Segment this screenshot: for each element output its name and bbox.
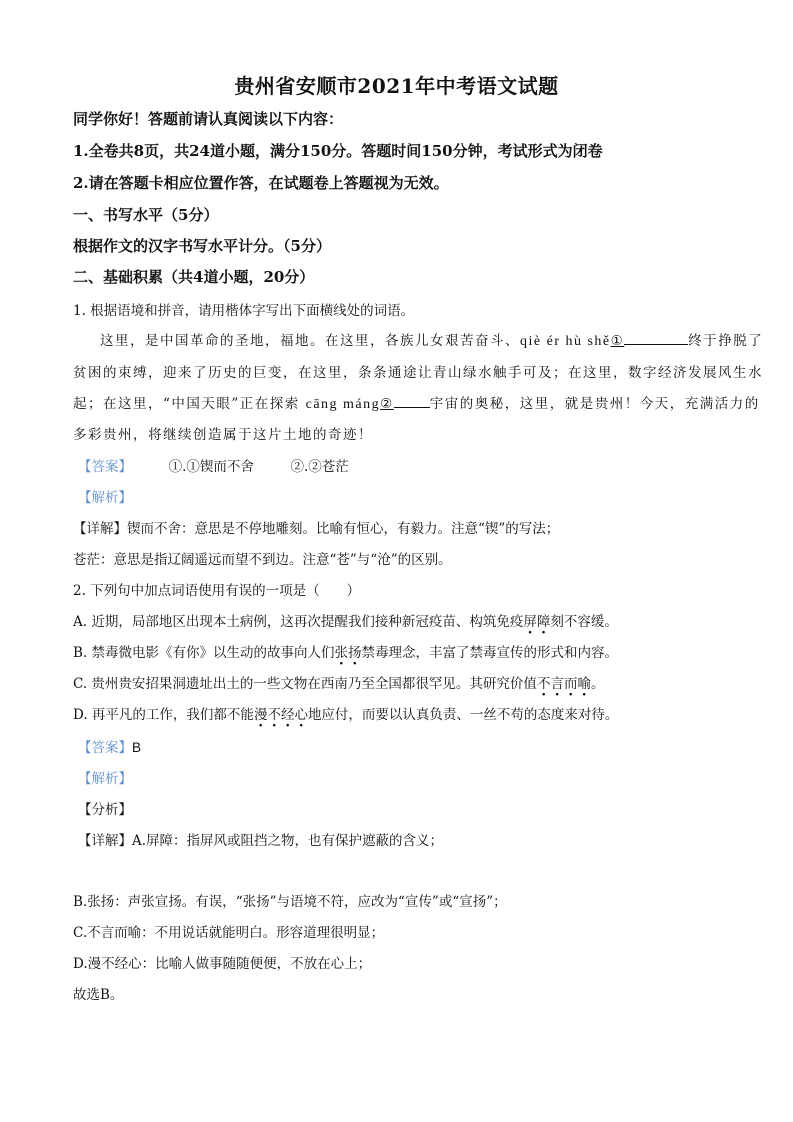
q2-option-c[interactable] xyxy=(73,672,604,692)
q2-option-b[interactable] xyxy=(73,641,618,661)
dotted-word: 漫不经心 xyxy=(253,707,308,723)
section1-text: 根据作文的汉字书写水平计分。（5分） xyxy=(73,237,331,255)
pinyin-1: qiè ér hù shě xyxy=(520,334,611,349)
q2-conclusion: 故选B。 xyxy=(73,987,124,1003)
blank-marker-2: ② xyxy=(380,396,394,412)
answer-2: ②.②苍茫 xyxy=(290,459,349,475)
option-text: C. 贵州贵安招果洞遗址出土的一些文物在西南乃至全国都很罕见。其研究价值 xyxy=(73,676,537,692)
answer-value: B xyxy=(132,740,142,755)
option-text: D. 再平凡的工作，我们都不能 xyxy=(73,707,254,723)
q1-answer-row xyxy=(78,455,349,475)
q2-prompt: 2. 下列句中加点词语使用有误的一项是（ ） xyxy=(73,583,361,599)
intro-rule-1: 1.全卷共8页，共24道小题，满分150分。答题时间150分钟，考试形式为闭卷 xyxy=(73,142,603,160)
q2-detail-c: C.不言而喻：不用说话就能明白。形容道理很明显； xyxy=(73,925,385,941)
option-text: B. 禁毒微电影《有你》以生动的故事向人们 xyxy=(73,645,335,661)
q2-fenxi-label: 【分析】 xyxy=(78,802,132,818)
option-text: 地应付，而要以认真负责、一丝不苟的态度来对待。 xyxy=(307,707,619,723)
q2-answer-row xyxy=(78,736,141,756)
passage-text: 这里，是中国革命的圣地，福地。在这里，各族儿女艰苦奋斗、 xyxy=(100,333,520,349)
intro-greeting: 同学你好！答题前请认真阅读以下内容： xyxy=(73,110,344,128)
q2-option-a[interactable] xyxy=(73,610,618,630)
q1-passage-line-2: 贫困的束缚，迎来了历史的巨变，在这里，条条通途让青山绿水触手可及；在这里，数字经济发展风生水 xyxy=(73,365,763,381)
dotted-word: 屏障 xyxy=(523,614,551,630)
q1-prompt: 1. 根据语境和拼音，请用楷体字写出下面横线处的词语。 xyxy=(73,303,415,319)
blank-marker-1: ① xyxy=(610,333,625,349)
answer-label: 【答案】 xyxy=(78,740,132,756)
option-text: 。 xyxy=(590,676,605,692)
dotted-word: 张扬 xyxy=(334,645,362,661)
section1-heading: 一、书写水平（5分） xyxy=(73,206,219,224)
passage-text: 起；在这里，“中国天眼”正在探索 xyxy=(73,396,306,412)
q2-analysis-label: 【解析】 xyxy=(78,771,132,787)
q1-passage-line-4: 多彩贵州，将继续创造属于这片土地的奇迹！ xyxy=(73,427,373,443)
answer-label: 【答案】 xyxy=(78,459,132,475)
q2-detail-a: 【详解】A.屏障：指屏风或阻挡之物，也有保护遮蔽的含义； xyxy=(78,833,444,849)
answer-1: ①.①锲而不舍 xyxy=(168,459,254,475)
q2-detail-b: B.张扬：声张宣扬。有误，“张扬”与语境不符，应改为“宣传”或“宣扬”； xyxy=(73,894,507,910)
q2-option-d[interactable] xyxy=(73,703,618,723)
option-text: A. 近期，局部地区出现本土病例，这再次提醒我们接种新冠疫苗、构筑免疫 xyxy=(73,614,524,630)
pinyin-2: cāng máng xyxy=(305,397,381,412)
q1-detail-1: 【详解】锲而不舍：意思是不停地雕刻。比喻有恒心，有毅力。注意“锲”的写法； xyxy=(73,521,560,537)
passage-text: 终于挣脱了 xyxy=(688,333,764,349)
section2-heading: 二、基础积累（共4道小题，20分） xyxy=(73,268,315,286)
intro-rule-2: 2.请在答题卡相应位置作答，在试题卷上答题视为无效。 xyxy=(73,174,449,192)
option-text: 刻不容缓。 xyxy=(550,614,618,630)
q1-detail-2: 苍茫：意思是指辽阔遥远而望不到边。注意“苍”与“沧”的区别。 xyxy=(73,552,452,568)
q1-passage-line-1 xyxy=(100,329,763,350)
option-text: 禁毒理念，丰富了禁毒宣传的形式和内容。 xyxy=(361,645,619,661)
q1-analysis-label: 【解析】 xyxy=(78,490,132,506)
dotted-word: 不言而喻 xyxy=(536,676,591,692)
q1-passage-line-3 xyxy=(73,392,760,413)
blank-1[interactable] xyxy=(624,330,688,345)
page-title: 贵州省安顺市2021年中考语文试题 xyxy=(234,74,559,98)
passage-text: 宇宙的奥秘，这里，就是贵州！今天，充满活力的 xyxy=(429,396,760,412)
blank-2[interactable] xyxy=(394,393,430,408)
q2-detail-d: D.漫不经心：比喻人做事随随便便，不放在心上； xyxy=(73,956,372,972)
